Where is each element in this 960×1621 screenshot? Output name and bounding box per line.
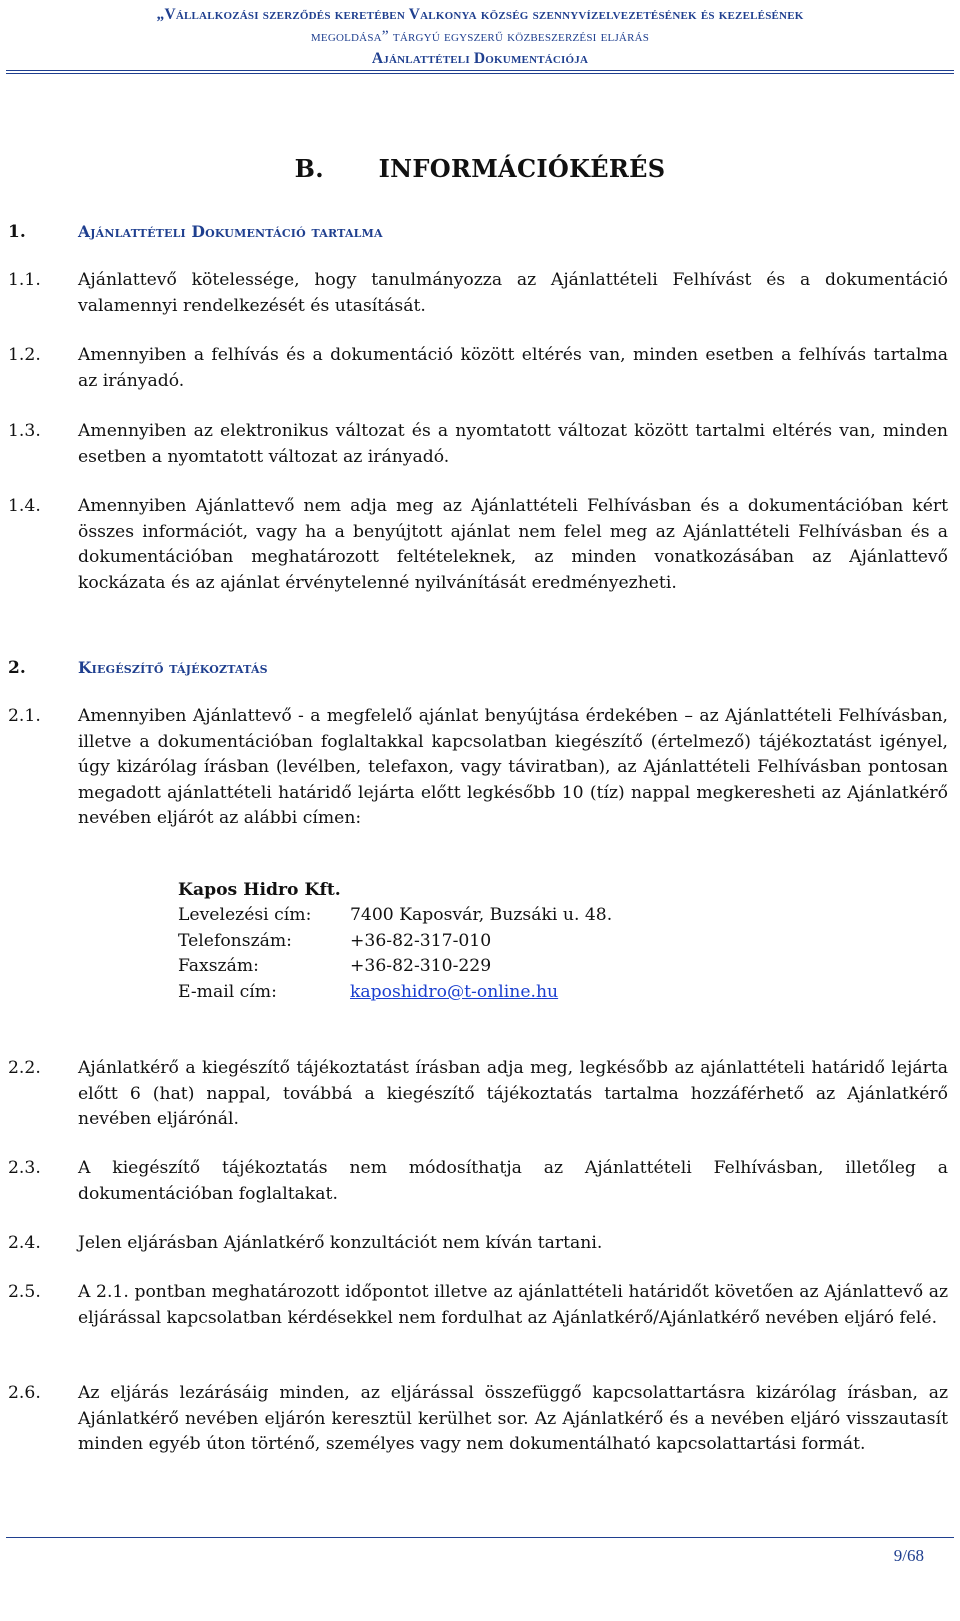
clause-2-2 xyxy=(8,1056,948,1133)
clause-1-2 xyxy=(8,343,948,394)
contact-row-address xyxy=(178,903,878,928)
clause-1-4 xyxy=(8,494,948,596)
section-number: 1. xyxy=(8,222,26,242)
clause-1-3 xyxy=(8,419,948,470)
clause-text: Amennyiben Ajánlattevő - a megfelelő ajánlat benyújtása érdekében – az Ajánlattételi Felhívásban, illetve a dokumentációban foglaltakkal kapcsolatban kiegészítő (értelmező) tájékoztatást igényel, úgy kizárólag írásban (levélben, telefaxon, vagy táviratban), az Ajánlattételi Felhívásban pontosan megadott ajánlattételi határidő lejárta előtt legkésőbb 10 (tíz) nappal megkeresheti az Ajánlatkérő nevében eljárót az alábbi címen: xyxy=(78,706,948,829)
contact-label: Levelezési cím: xyxy=(178,905,312,926)
clause-number: 1.4. xyxy=(8,496,41,516)
header-line-2: megoldása” tárgyú egyszerű közbeszerzési eljárás xyxy=(310,28,650,45)
clause-number: 2.1. xyxy=(8,706,41,726)
section-title: Kiegészítő tájékoztatás xyxy=(78,658,268,677)
title-text: INFORMÁCIÓKÉRÉS xyxy=(378,154,666,183)
clause-number: 2.4. xyxy=(8,1233,41,1253)
clause-text: Amennyiben az elektronikus változat és a nyomtatott változat között tartalmi eltérés van, minden esetben a nyomtatott változat az irányadó. xyxy=(78,421,948,467)
clause-number: 2.2. xyxy=(8,1058,41,1078)
contact-label: E-mail cím: xyxy=(178,981,277,1002)
contact-label: Faxszám: xyxy=(178,956,259,977)
clause-text: Ajánlatkérő a kiegészítő tájékoztatást írásban adja meg, legkésőbb az ajánlattételi határidő lejárta előtt 6 (hat) nappal, továbbá a kiegészítő tájékoztatás tartalma hozzáférhető az Ajánlatkérő nevében eljárónál. xyxy=(78,1058,948,1130)
title-number: B. xyxy=(294,154,324,183)
contact-value: +36-82-317-010 xyxy=(350,930,492,951)
clause-text: A 2.1. pontban meghatározott időpontot illetve az ajánlattételi határidőt követően az Ajánlattevő az eljárással kapcsolatban kérdésekkel nem fordulhat az Ajánlatkérő/Ajánlatkérő nevében eljáró felé. xyxy=(78,1282,948,1328)
clause-text: Az eljárás lezárásáig minden, az eljárással összefüggő kapcsolattartásra kizárólag írásban, az Ajánlatkérő nevében eljárón keresztül kerülhet sor. Az Ajánlatkérő és a nevében eljáró visszautasít minden egyéb úton történő, személyes vagy nem dokumentálható kapcsolattartási formát. xyxy=(78,1383,948,1455)
clause-2-1 xyxy=(8,704,948,832)
clause-text: Ajánlattevő kötelessége, hogy tanulmányozza az Ajánlattételi Felhívást és a dokumentáció valamennyi rendelkezését és utasítását. xyxy=(78,270,948,316)
page-title xyxy=(0,154,960,183)
header-line-1: „Vállalkozási szerződés keretében Valkonya község szennyvízelvezetésének és kezelésének xyxy=(156,6,804,23)
clause-number: 1.1. xyxy=(8,270,41,290)
clause-1-1 xyxy=(8,268,948,319)
clause-text: Amennyiben a felhívás és a dokumentáció között eltérés van, minden esetben a felhívás tartalma az irányadó. xyxy=(78,345,948,391)
page-number: 9/68 xyxy=(893,1546,924,1565)
clause-number: 1.3. xyxy=(8,421,41,441)
clause-number: 2.6. xyxy=(8,1383,41,1403)
contact-block xyxy=(178,878,878,1005)
clause-number: 1.2. xyxy=(8,345,41,365)
contact-label: Telefonszám: xyxy=(178,930,292,951)
clause-text: A kiegészítő tájékoztatás nem módosíthatja az Ajánlattételi Felhívásban, illetőleg a dokumentációban foglaltakat. xyxy=(78,1158,948,1204)
contact-row-phone xyxy=(178,929,878,954)
document-header xyxy=(0,4,960,70)
clause-text: Amennyiben Ajánlattevő nem adja meg az Ajánlattételi Felhívásban és a dokumentációban kért összes információt, vagy ha a benyújtott ajánlat nem felel meg az Ajánlattételi Felhívásban és a dokumentációban meghatározott feltételeknek, az minden vonatkozásában az Ajánlattevő kockázata és az ajánlat érvénytelenné nyilvánítását eredményezheti. xyxy=(78,496,948,593)
clause-number: 2.3. xyxy=(8,1158,41,1178)
section-number: 2. xyxy=(8,658,26,678)
contact-value: 7400 Kaposvár, Buzsáki u. 48. xyxy=(350,905,613,926)
section-title: Ajánlattételi Dokumentáció tartalma xyxy=(78,222,383,241)
contact-company: Kapos Hidro Kft. xyxy=(178,880,341,900)
contact-row-email xyxy=(178,980,878,1005)
contact-value: +36-82-310-229 xyxy=(350,956,492,977)
clause-2-4 xyxy=(8,1231,948,1257)
header-divider xyxy=(6,70,954,74)
header-line-3: Ajánlattételi Dokumentációja xyxy=(371,50,589,67)
contact-row-fax xyxy=(178,954,878,979)
clause-text: Jelen eljárásban Ajánlatkérő konzultációt nem kíván tartani. xyxy=(78,1233,603,1253)
clause-2-3 xyxy=(8,1156,948,1207)
clause-number: 2.5. xyxy=(8,1282,41,1302)
clause-2-5 xyxy=(8,1280,948,1331)
email-link[interactable]: kaposhidro@t-online.hu xyxy=(350,981,559,1002)
footer-divider xyxy=(6,1537,954,1538)
clause-2-6 xyxy=(8,1381,948,1458)
